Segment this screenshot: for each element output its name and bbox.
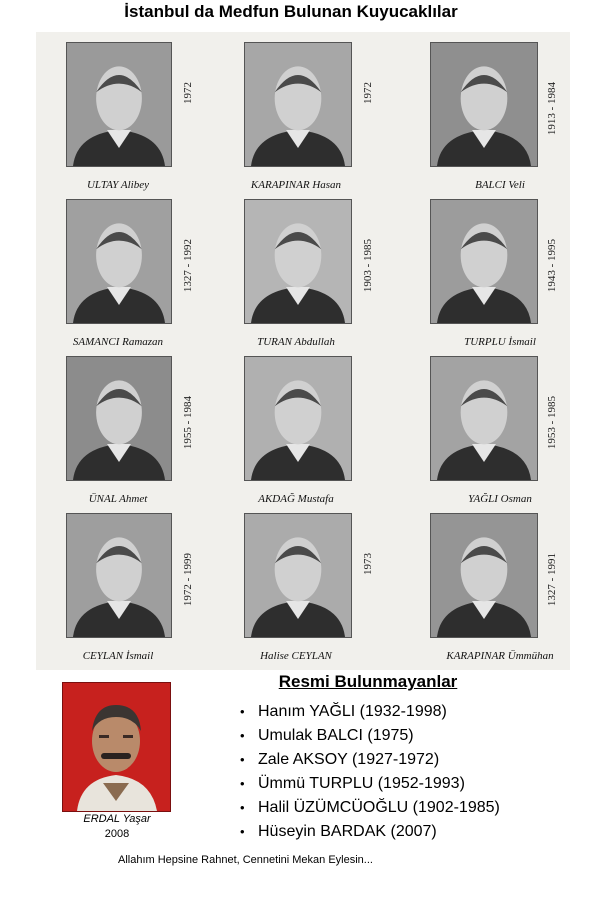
portrait-photo: [66, 42, 172, 167]
portrait-photo: [244, 356, 352, 481]
portrait-caption: SAMANCI Ramazan: [72, 336, 164, 348]
list-item: • Halil ÜZÜMCÜOĞLU (1902-1985): [240, 796, 500, 820]
list-item: • Zale AKSOY (1927-1972): [240, 748, 500, 772]
portrait-photo: [66, 513, 172, 638]
portrait-photo: [430, 356, 538, 481]
list-item: • Umulak BALCI (1975): [240, 724, 500, 748]
years-label: 1327 - 1991: [546, 553, 558, 607]
prayer-footer: Allahım Hepsine Rahnet, Cennetini Mekan Eylesin...: [118, 854, 373, 866]
portrait-photo: [430, 42, 538, 167]
portrait-photo: [66, 356, 172, 481]
portrait-silhouette: [63, 683, 170, 811]
portrait-caption: ULTAY Alibey: [86, 179, 150, 191]
years-label: 1955 - 1984: [182, 396, 194, 450]
years-label: 1953 - 1985: [546, 396, 558, 450]
portrait-caption: YAĞLI Osman: [468, 493, 532, 505]
portrait-photo: [244, 513, 352, 638]
portrait-caption: AKDAĞ Mustafa: [258, 493, 334, 505]
list-item: • Ümmü TURPLU (1952-1993): [240, 772, 500, 796]
erdal-caption: [62, 812, 172, 842]
portrait-photo: [430, 513, 538, 638]
portrait-photo: [66, 199, 172, 324]
years-label: 1972: [182, 82, 194, 104]
list-item: • Hüseyin BARDAK (2007): [240, 820, 500, 844]
erdal-year: 2008: [104, 828, 130, 840]
missing-photos-heading: Resmi Bulunmayanlar: [278, 672, 458, 691]
portrait-caption: ÜNAL Ahmet: [88, 493, 148, 505]
portrait-photo: [244, 42, 352, 167]
years-label: 1913 - 1984: [546, 82, 558, 136]
portrait-erdal-yasar: [62, 682, 171, 812]
portrait-caption: Halise CEYLAN: [260, 650, 332, 662]
years-label: 1973: [362, 553, 374, 575]
years-label: 1972: [362, 82, 374, 104]
years-label: 1943 - 1995: [546, 239, 558, 293]
portrait-photo: [244, 199, 352, 324]
portrait-photo: [430, 199, 538, 324]
portrait-caption: KARAPINAR Ümmühan: [446, 650, 554, 662]
portrait-caption: CEYLAN İsmail: [82, 650, 154, 662]
years-label: 1972 - 1999: [182, 553, 194, 607]
years-label: 1327 - 1992: [182, 239, 194, 293]
portrait-caption: TURPLU İsmail: [464, 336, 536, 348]
list-item: • Hanım YAĞLI (1932-1998): [240, 700, 500, 724]
page-title: İstanbul da Medfun Bulunan Kuyucaklılar: [124, 2, 458, 21]
portrait-caption: BALCI Veli: [475, 179, 525, 191]
portrait-caption: TURAN Abdullah: [257, 336, 335, 348]
missing-photos-list: [240, 700, 500, 844]
portrait-caption: KARAPINAR Hasan: [250, 179, 342, 191]
years-label: 1903 - 1985: [362, 239, 374, 293]
erdal-name: ERDAL Yaşar: [83, 813, 151, 825]
